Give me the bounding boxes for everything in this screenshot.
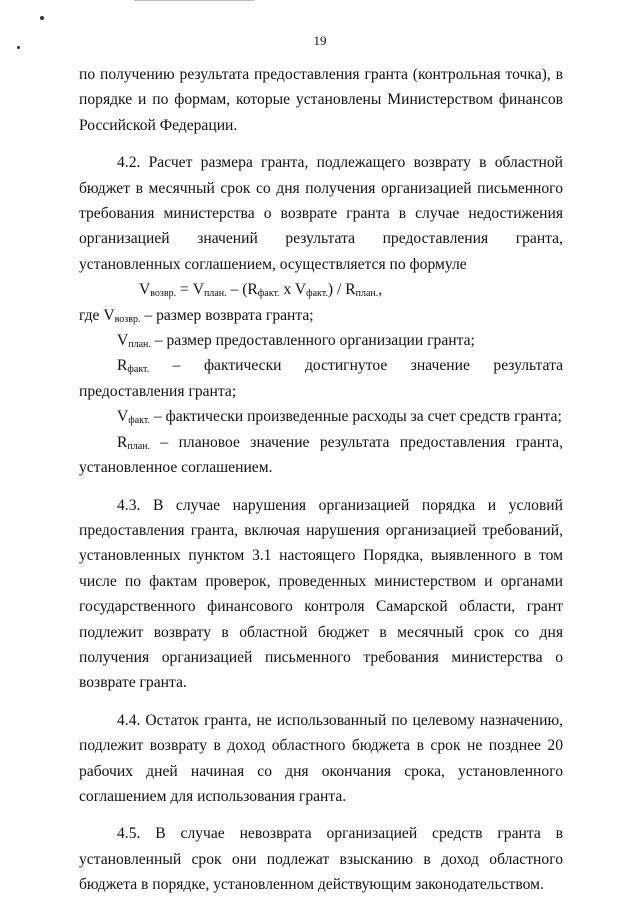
paragraph-4-4: 4.4. Остаток гранта, не использованный по целевому назначению, подлежит возврату в доход областного бюджета в срок не позднее 20 рабочих дней начиная со дня окончания срока, установленного соглашением для использования гранта. [79, 711, 563, 805]
scan-artifact-dot [40, 16, 44, 20]
definition-v-plan: $V_{план.}$ – размер предоставленного организации гранта; [117, 332, 475, 351]
definition-r-plan: $R_{план.}$ – плановое значение результата предоставления гранта, установленное соглашением. [79, 433, 563, 477]
paragraph-4-2: 4.2. Расчет размера гранта, подлежащего возврату в областной бюджет в месячный срок со дня получения организацией письменного требования министерства о возврате гранта в случае недостижения организацией значений результата предоставления гранта, установленных соглашением, осуществляется по формуле [79, 154, 563, 273]
document-body [79, 62, 563, 898]
paragraph-4-3: 4.3. В случае нарушения организацией порядка и условий предоставления гранта, включая нарушения организацией требований, установленных пунктом 3.1 настоящего Порядка, выявленного в том числе по фактам проверок, проведенных министерством и органами государственного финансового контроля Самарской области, грант подлежит возврату в областной бюджет в месячный срок со дня получения организацией письменного требования министерства о возврате гранта. [79, 496, 563, 692]
formula: $V_{возвр.} = V_{план.} - (R_{факт.}$ x $V_{факт.}) / R_{план.}$, [139, 281, 383, 300]
definition-v-fakt: $V_{факт.}$ – фактически произведенные расходы за счет средств гранта; [117, 408, 562, 427]
page-number: 19 [313, 33, 327, 48]
definition-r-fakt: $R_{факт.}$ – фактически достигнутое значение результата предоставления гранта; [79, 357, 563, 400]
definition-v-vozvr: где $V_{возвр.}$ – размер возврата гранта; [79, 306, 314, 325]
paragraph-continuation: по получению результата предоставления гранта (контрольная точка), в порядке и по формам, которые установлены Министерством финансов Российской Федерации. [79, 66, 563, 134]
paragraph-4-5: 4.5. В случае невозврата организацией средств гранта в установленный срок они подлежат взысканию в доход областного бюджета в порядке, установленном действующим законодательством. [79, 825, 563, 894]
scan-artifact-line [134, 0, 254, 1]
